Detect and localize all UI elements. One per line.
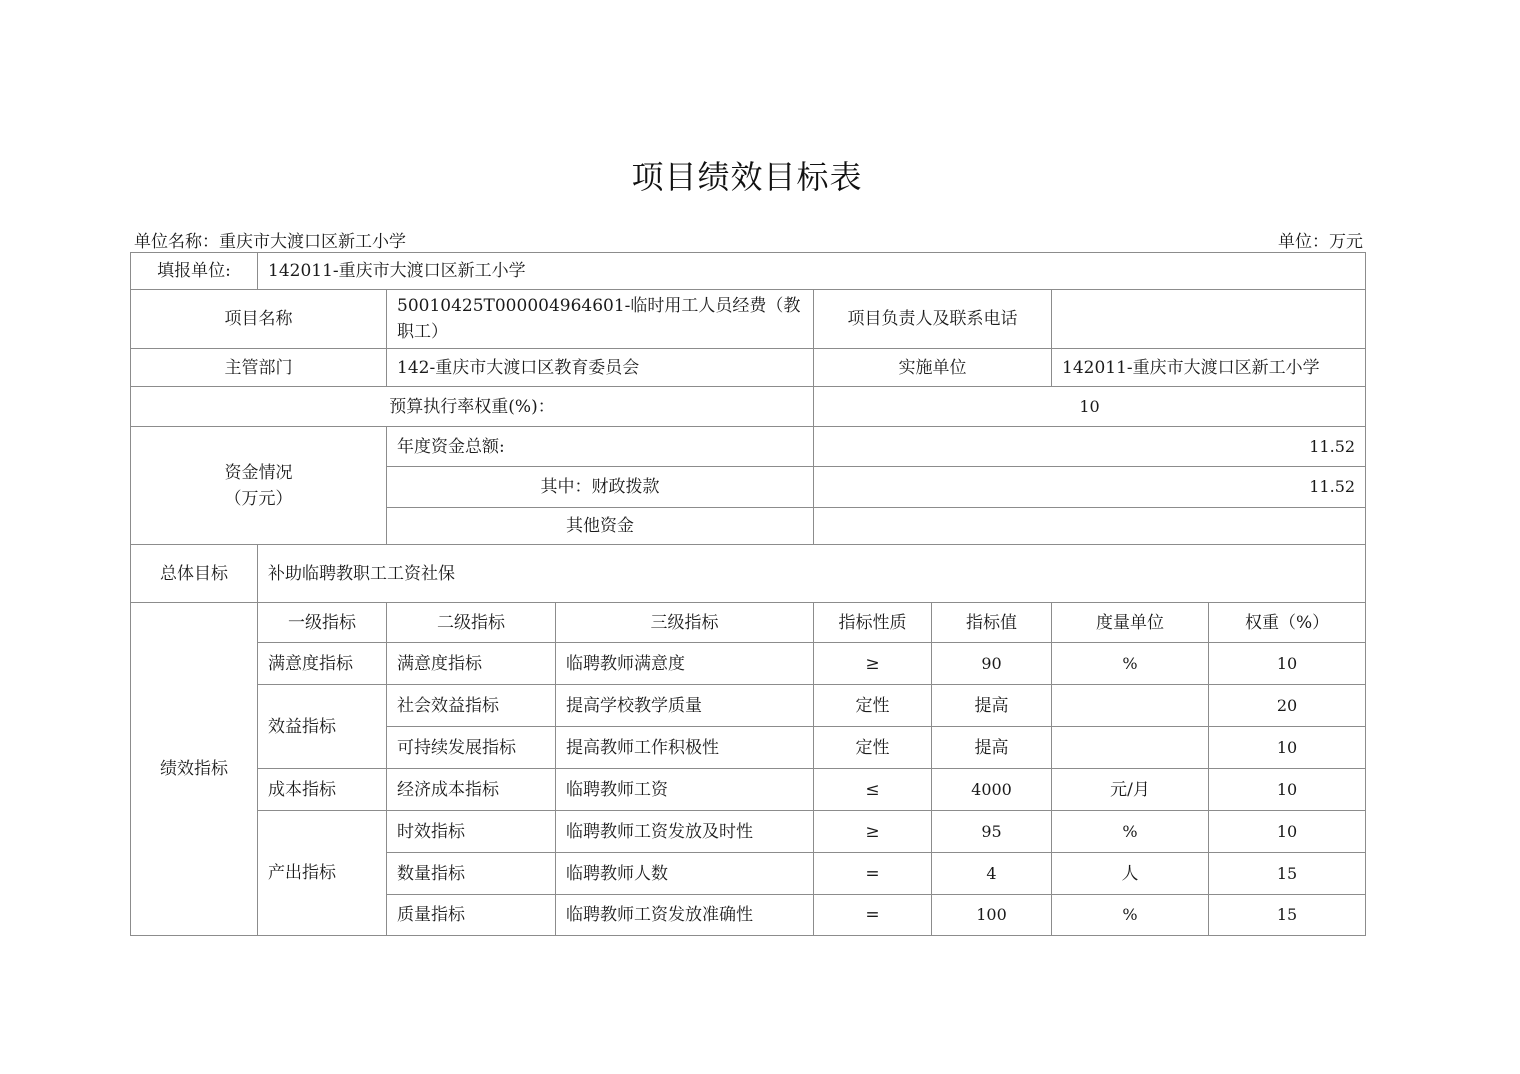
fiscal-label: 其中：财政拨款	[387, 467, 814, 508]
project-name-label: 项目名称	[131, 290, 387, 349]
level2-cell: 质量指标	[387, 895, 556, 936]
indicator-header-row	[131, 603, 1366, 643]
overall-goal-row	[131, 545, 1366, 603]
budget-rate-row	[131, 387, 1366, 427]
level3-cell: 临聘教师工资发放准确性	[556, 895, 814, 936]
level2-cell: 可持续发展指标	[387, 727, 556, 769]
reporting-unit-label: 填报单位:	[131, 253, 258, 290]
level1-cell: 效益指标	[258, 685, 387, 769]
level2-cell: 满意度指标	[387, 643, 556, 685]
unit-cell: %	[1052, 643, 1209, 685]
value-cell: 4000	[932, 769, 1052, 811]
table-row	[131, 643, 1366, 685]
weight-cell: 10	[1209, 769, 1366, 811]
level1-cell: 满意度指标	[258, 643, 387, 685]
value-cell: 提高	[932, 685, 1052, 727]
unit-cell: 元/月	[1052, 769, 1209, 811]
nature-cell: ≥	[814, 811, 932, 853]
weight-cell: 15	[1209, 895, 1366, 936]
unit-cell: %	[1052, 895, 1209, 936]
value-cell: 90	[932, 643, 1052, 685]
weight-cell: 15	[1209, 853, 1366, 895]
weight-cell: 10	[1209, 643, 1366, 685]
indicators-section-label: 绩效指标	[131, 603, 258, 936]
header-value: 指标值	[932, 603, 1052, 643]
header-nature: 指标性质	[814, 603, 932, 643]
annual-total-label: 年度资金总额:	[387, 427, 814, 467]
impl-unit-value: 142011-重庆市大渡口区新工小学	[1052, 349, 1366, 387]
budget-rate-value: 10	[814, 387, 1366, 427]
reporting-unit-row	[131, 253, 1366, 290]
impl-unit-label: 实施单位	[814, 349, 1052, 387]
unit-cell: %	[1052, 811, 1209, 853]
header-unit: 度量单位	[1052, 603, 1209, 643]
unit-cell: 人	[1052, 853, 1209, 895]
project-name-value: 50010425T000004964601-临时用工人员经费（教职工）	[387, 290, 814, 349]
annual-total-value: 11.52	[814, 427, 1366, 467]
overall-goal-label: 总体目标	[131, 545, 258, 603]
document-title: 项目绩效目标表	[631, 158, 863, 196]
project-leader-label: 项目负责人及联系电话	[814, 290, 1052, 349]
performance-target-table	[130, 252, 1366, 936]
level1-cell: 成本指标	[258, 769, 387, 811]
level3-cell: 临聘教师工资	[556, 769, 814, 811]
nature-cell: =	[814, 895, 932, 936]
annual-total-row	[131, 427, 1366, 467]
value-cell: 提高	[932, 727, 1052, 769]
reporting-unit-value: 142011-重庆市大渡口区新工小学	[258, 253, 1366, 290]
nature-cell: 定性	[814, 727, 932, 769]
funds-label-line1: 资金情况	[224, 462, 293, 483]
level2-cell: 数量指标	[387, 853, 556, 895]
dept-value: 142-重庆市大渡口区教育委员会	[387, 349, 814, 387]
level3-cell: 临聘教师人数	[556, 853, 814, 895]
nature-cell: ≥	[814, 643, 932, 685]
nature-cell: =	[814, 853, 932, 895]
level3-cell: 提高学校教学质量	[556, 685, 814, 727]
fiscal-value: 11.52	[814, 467, 1366, 508]
table-row	[131, 769, 1366, 811]
funds-label	[131, 427, 387, 545]
level3-cell: 临聘教师工资发放及时性	[556, 811, 814, 853]
value-cell: 95	[932, 811, 1052, 853]
weight-cell: 10	[1209, 811, 1366, 853]
weight-cell: 10	[1209, 727, 1366, 769]
nature-cell: 定性	[814, 685, 932, 727]
unit-cell	[1052, 685, 1209, 727]
dept-label: 主管部门	[131, 349, 387, 387]
weight-cell: 20	[1209, 685, 1366, 727]
nature-cell: ≤	[814, 769, 932, 811]
budget-rate-label: 预算执行率权重(%)：	[131, 387, 814, 427]
table-row	[131, 685, 1366, 727]
other-funds-label: 其他资金	[387, 508, 814, 545]
overall-goal-value: 补助临聘教职工工资社保	[258, 545, 1366, 603]
currency-unit: 单位：万元	[1278, 232, 1363, 252]
level1-cell: 产出指标	[258, 811, 387, 936]
project-leader-value	[1052, 290, 1366, 349]
unit-name: 单位名称：重庆市大渡口区新工小学	[134, 232, 406, 252]
table-row	[131, 811, 1366, 853]
other-funds-value	[814, 508, 1366, 545]
level2-cell: 时效指标	[387, 811, 556, 853]
unit-cell	[1052, 727, 1209, 769]
level2-cell: 经济成本指标	[387, 769, 556, 811]
value-cell: 100	[932, 895, 1052, 936]
value-cell: 4	[932, 853, 1052, 895]
header-level1: 一级指标	[258, 603, 387, 643]
level3-cell: 临聘教师满意度	[556, 643, 814, 685]
level2-cell: 社会效益指标	[387, 685, 556, 727]
header-level2: 二级指标	[387, 603, 556, 643]
header-weight: 权重（%）	[1209, 603, 1366, 643]
department-row	[131, 349, 1366, 387]
header-level3: 三级指标	[556, 603, 814, 643]
funds-label-line2: （万元）	[224, 488, 293, 509]
level3-cell: 提高教师工作积极性	[556, 727, 814, 769]
project-name-row	[131, 290, 1366, 349]
